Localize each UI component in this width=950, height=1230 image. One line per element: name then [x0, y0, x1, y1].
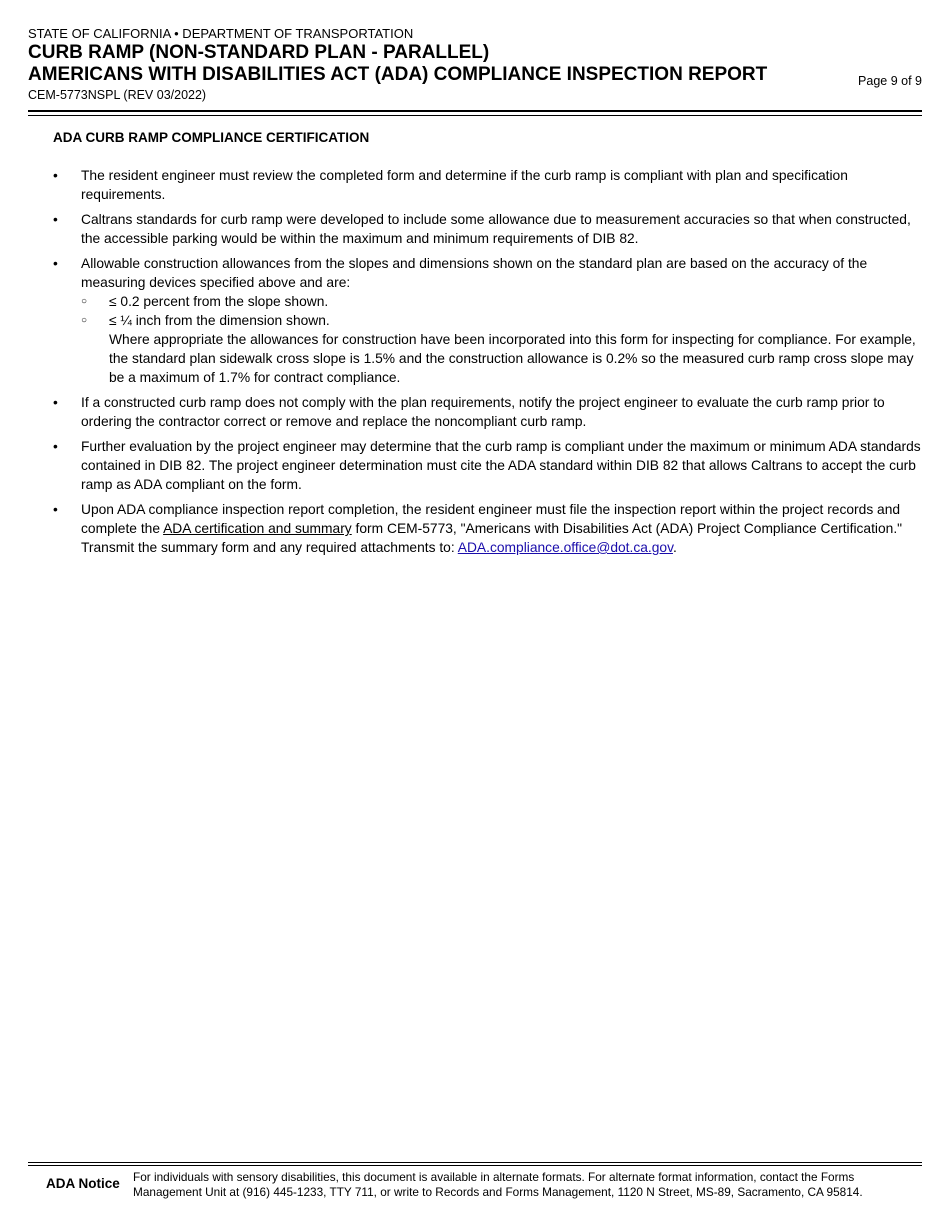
bullet-marker: • [53, 395, 58, 410]
bullet-marker: • [53, 439, 58, 454]
list-item [53, 393, 921, 431]
header-rule-thin [28, 115, 922, 116]
bullet-text: The resident engineer must review the completed form and determine if the curb ramp is compliant with plan and specification requirements. [81, 168, 848, 202]
bullet-marker: • [53, 212, 58, 227]
bullet-text [81, 500, 921, 557]
sub-bullet-marker: ○ [81, 315, 88, 326]
page-number: Page 9 of 9 [858, 74, 922, 88]
form-number: CEM-5773NSPL (REV 03/2022) [28, 88, 207, 102]
ada-notice-label: ADA Notice [46, 1176, 120, 1191]
form-title-line2: AMERICANS WITH DISABILITIES ACT (ADA) COMPLIANCE INSPECTION REPORT [28, 64, 768, 85]
document-header [28, 26, 922, 106]
certification-bullet-list [53, 166, 921, 563]
bullet-marker: • [53, 502, 58, 517]
bullet-text-end: . [672, 540, 677, 555]
bullet-marker: • [53, 168, 58, 183]
footer-rule-bottom [28, 1165, 922, 1166]
certification-summary-link[interactable]: ADA certification and summary [163, 521, 352, 536]
bullet-text-part: form CEM-5773, "Americans with Disabilities Act (ADA) Project Compliance Certification." Transmit the summary form and any required attachments to: [81, 521, 903, 555]
list-item [53, 210, 921, 248]
header-rule-thick [28, 110, 922, 112]
section-heading: ADA CURB RAMP COMPLIANCE CERTIFICATION [53, 130, 370, 145]
bullet-text: Caltrans standards for curb ramp were developed to include some allowance due to measurement accuracies so that when constructed, the accessible parking would be within the maximum and minimum requirements of DIB 82. [81, 212, 911, 246]
form-title-line1: CURB RAMP (NON-STANDARD PLAN - PARALLEL) [28, 42, 490, 63]
list-item [53, 254, 921, 387]
sub-bullet-text: ≤ ¼ inch from the dimension shown. [109, 313, 330, 328]
bullet-text: Further evaluation by the project engineer may determine that the curb ramp is compliant under the maximum or minimum ADA standards contained in DIB 82. The project engineer determination must cite the ADA standard within DIB 82 that allows Caltrans to accept the curb ramp as ADA compliant on the form. [81, 439, 921, 492]
list-item [53, 437, 921, 494]
footer-rule-top [28, 1162, 922, 1163]
list-item [53, 500, 921, 557]
sub-list-item [53, 311, 921, 330]
ada-notice-text: For individuals with sensory disabilities, this document is available in alternate formats. For alternate format information, contact the Forms Management Unit at (916) 445-1233, TTY 711, or write to Records and Forms Management, 1120 N Street, MS-89, Sacramento, CA 95814. [133, 1170, 863, 1199]
bullet-text: If a constructed curb ramp does not comply with the plan requirements, notify the project engineer to evaluate the curb ramp prior to ordering the contractor correct or remove and replace the noncompliant curb ramp. [81, 395, 885, 429]
email-link[interactable]: ADA.compliance.office@dot.ca.gov [457, 540, 673, 555]
bullet-marker: • [53, 256, 58, 271]
agency-line: STATE OF CALIFORNIA • DEPARTMENT OF TRANSPORTATION [28, 26, 414, 41]
sub-bullet-text: ≤ 0.2 percent from the slope shown. [109, 294, 329, 309]
bullet-text: Allowable construction allowances from the slopes and dimensions shown on the standard plan are based on the accuracy of the measuring devices specified above and are: [81, 256, 868, 290]
sub-list-item [53, 292, 921, 311]
list-item [53, 166, 921, 204]
allowance-note: Where appropriate the allowances for construction have been incorporated into this form for inspecting for compliance. For example, the standard plan sidewalk cross slope is 1.5% and the construction allowance is 0.2% so the measured curb ramp cross slope may be a maximum of 1.7% for contract compliance. [109, 332, 916, 385]
sub-bullet-marker: ○ [81, 296, 88, 307]
bullet-text-part: Upon ADA compliance inspection report completion, the resident engineer must file the inspection report within the project records and complete the [81, 502, 901, 536]
